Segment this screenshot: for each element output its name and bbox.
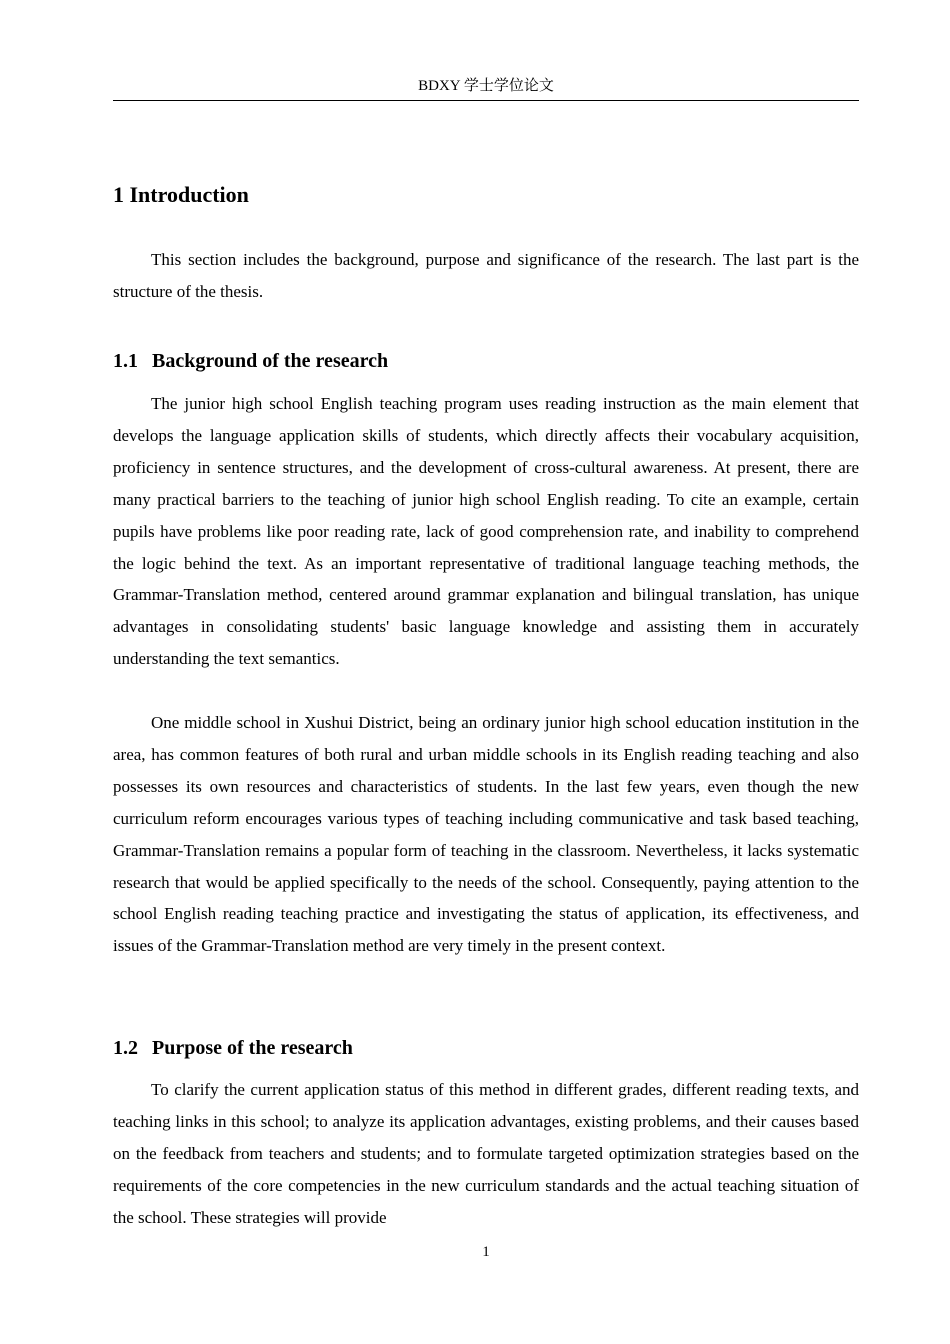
section-heading: 1 Introduction [113, 182, 249, 207]
subsection-heading-background [113, 347, 388, 375]
subsection-number: 1.2 [113, 1037, 138, 1059]
background-paragraph-2: One middle school in Xushui District, being an ordinary junior high school education institution in the area, has common features of both rural and urban middle schools in its English reading teaching and also possesses its own resources and characteristics of students. In the last few years, even though the new curriculum reform encourages various types of teaching including communicative and task based teaching, Grammar-Translation remains a popular form of teaching in the classroom. Nevertheless, it lacks systematic research that would be applied specifically to the needs of the school. Consequently, paying attention to the school English reading teaching practice and investigating the status of application, its effectiveness, and issues of the Grammar-Translation method are very timely in the present context. [113, 713, 859, 956]
subsection-title: Background of the research [152, 350, 389, 372]
header-rule [113, 100, 859, 101]
purpose-paragraph-1: To clarify the current application status of this method in different grades, different reading texts, and teaching links in this school; to analyze its application advantages, existing problems, and their causes based on the feedback from teachers and students; and to formulate targeted optimization strategies based on the requirements of the core competencies in the new curriculum standards and the actual teaching situation of the school. These strategies will provide [113, 1080, 859, 1227]
subsection-title: Purpose of the research [152, 1037, 353, 1059]
subsection-heading-purpose [113, 1034, 353, 1062]
background-paragraph-1: The junior high school English teaching program uses reading instruction as the main element that develops the language application skills of students, which directly affects their vocabulary acquisition, proficiency in sentence structures, and the development of cross-cultural awareness. At present, there are many practical barriers to the teaching of junior high school English reading. To cite an example, certain pupils have problems like poor reading rate, lack of good comprehension rate, and inability to comprehend the logic behind the text. As an important representative of traditional language teaching methods, the Grammar-Translation method, centered around grammar explanation and bilingual translation, has unique advantages in consolidating students' basic language knowledge and assisting them in accurately understanding the text semantics. [113, 394, 859, 669]
page-header: BDXY 学士学位论文 [418, 78, 554, 94]
section-intro-paragraph: This section includes the background, purpose and significance of the research. The last part is the structure of the thesis. [113, 250, 859, 301]
subsection-number: 1.1 [113, 350, 138, 372]
page-number: 1 [482, 1244, 490, 1260]
